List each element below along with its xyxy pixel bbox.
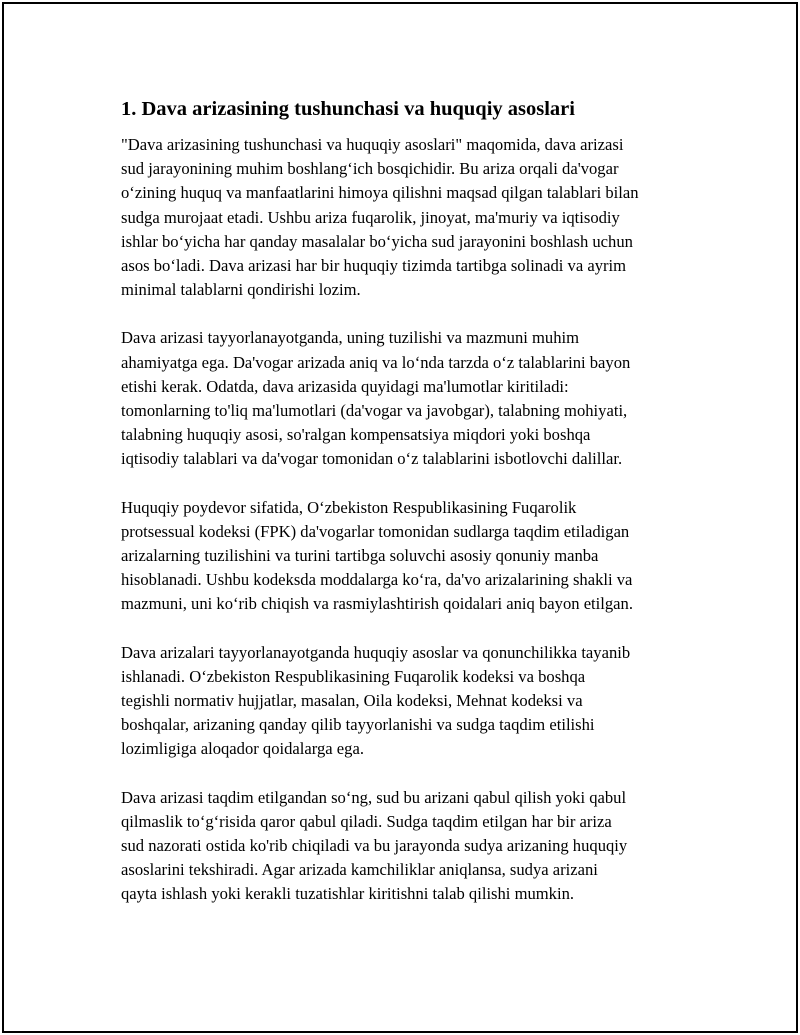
text-line: protsessual kodeksi (FPK) da'vogarlar tomonidan sudlarga taqdim etiladigan <box>121 521 630 541</box>
text-line: lozimligiga aloqador qoidalarga ega. <box>121 739 364 759</box>
text-line: ishlanadi. O‘zbekiston Respublikasining Fuqarolik kodeksi va boshqa <box>121 666 586 686</box>
text-line: sud nazorati ostida ko'rib chiqiladi va bu jarayonda sudya arizaning huquqiy <box>121 836 628 856</box>
text-line: tegishli normativ hujjatlar, masalan, Oila kodeksi, Mehnat kodeksi va <box>121 691 583 711</box>
text-line: Dava arizasi tayyorlanayotganda, uning tuzilishi va mazmuni muhim <box>121 328 580 348</box>
text-line: ahamiyatga ega. Da'vogar arizada aniq va lo‘nda tarzda o‘z talablarini bayon <box>121 352 631 372</box>
paragraph-4 <box>121 641 691 762</box>
text-line: hisoblanadi. Ushbu kodeksda moddalarga ko‘ra, da'vo arizalarining shakli va <box>121 570 633 590</box>
text-line: etishi kerak. Odatda, dava arizasida quyidagi ma'lumotlar kiritiladi: <box>121 376 569 396</box>
text-line: o‘zining huquq va manfaatlarini himoya qilishni maqsad qilgan talablari bilan <box>121 183 639 203</box>
paragraph-3 <box>121 496 691 617</box>
text-line: "Dava arizasining tushunchasi va huquqiy asoslari" maqomida, dava arizasi <box>121 135 624 154</box>
text-line: arizalarning tuzilishini va turini tartibga soluvchi asosiy qonuniy manba <box>121 546 599 566</box>
text-line: sudga murojaat etadi. Ushbu ariza fuqarolik, jinoyat, ma'muriy va iqtisodiy <box>121 207 620 227</box>
text-line: talabning huquqiy asosi, so'ralgan kompensatsiya miqdori yoki boshqa <box>121 425 591 445</box>
paragraph-1 <box>121 133 691 302</box>
page-frame <box>2 2 798 1033</box>
text-line: Dava arizalari tayyorlanayotganda huquqiy asoslar va qonunchilikka tayanib <box>121 642 631 662</box>
text-line: asos bo‘ladi. Dava arizasi har bir huquqiy tizimda tartibga solinadi va ayrim <box>121 256 627 276</box>
text-line: Dava arizasi taqdim etilgandan so‘ng, sud bu arizani qabul qilish yoki qabul <box>121 787 627 807</box>
text-line: boshqalar, arizaning qanday qilib tayyorlanishi va sudga taqdim etilishi <box>121 715 595 735</box>
paragraph-2 <box>121 326 691 471</box>
section-heading: 1. Dava arizasining tushunchasi va huquqiy asoslari <box>121 98 575 120</box>
paragraph-5 <box>121 786 691 907</box>
text-line: minimal talablarni qondirishi lozim. <box>121 280 361 300</box>
text-line: qilmaslik to‘g‘risida qaror qabul qiladi. Sudga taqdim etilgan har bir ariza <box>121 811 612 831</box>
text-line: ishlar bo‘yicha har qanday masalalar bo‘yicha sud jarayonini boshlash uchun <box>121 231 633 251</box>
text-line: asoslarini tekshiradi. Agar arizada kamchiliklar aniqlansa, sudya arizani <box>121 860 598 880</box>
text-line: tomonlarning to'liq ma'lumotlari (da'vogar va javobgar), talabning mohiyati, <box>121 401 628 421</box>
text-line: qayta ishlash yoki kerakli tuzatishlar kiritishni talab qilishi mumkin. <box>121 884 575 904</box>
text-line: iqtisodiy talablari va da'vogar tomonidan o‘z talablarini isbotlovchi dalillar. <box>121 449 623 469</box>
document-body <box>121 96 691 931</box>
text-line: mazmuni, uni ko‘rib chiqish va rasmiylashtirish qoidalari aniq bayon etilgan. <box>121 594 633 614</box>
text-line: Huquqiy poydevor sifatida, O‘zbekiston Respublikasining Fuqarolik <box>121 497 577 517</box>
text-line: sud jarayonining muhim boshlang‘ich bosqichidir. Bu ariza orqali da'vogar <box>121 159 619 179</box>
